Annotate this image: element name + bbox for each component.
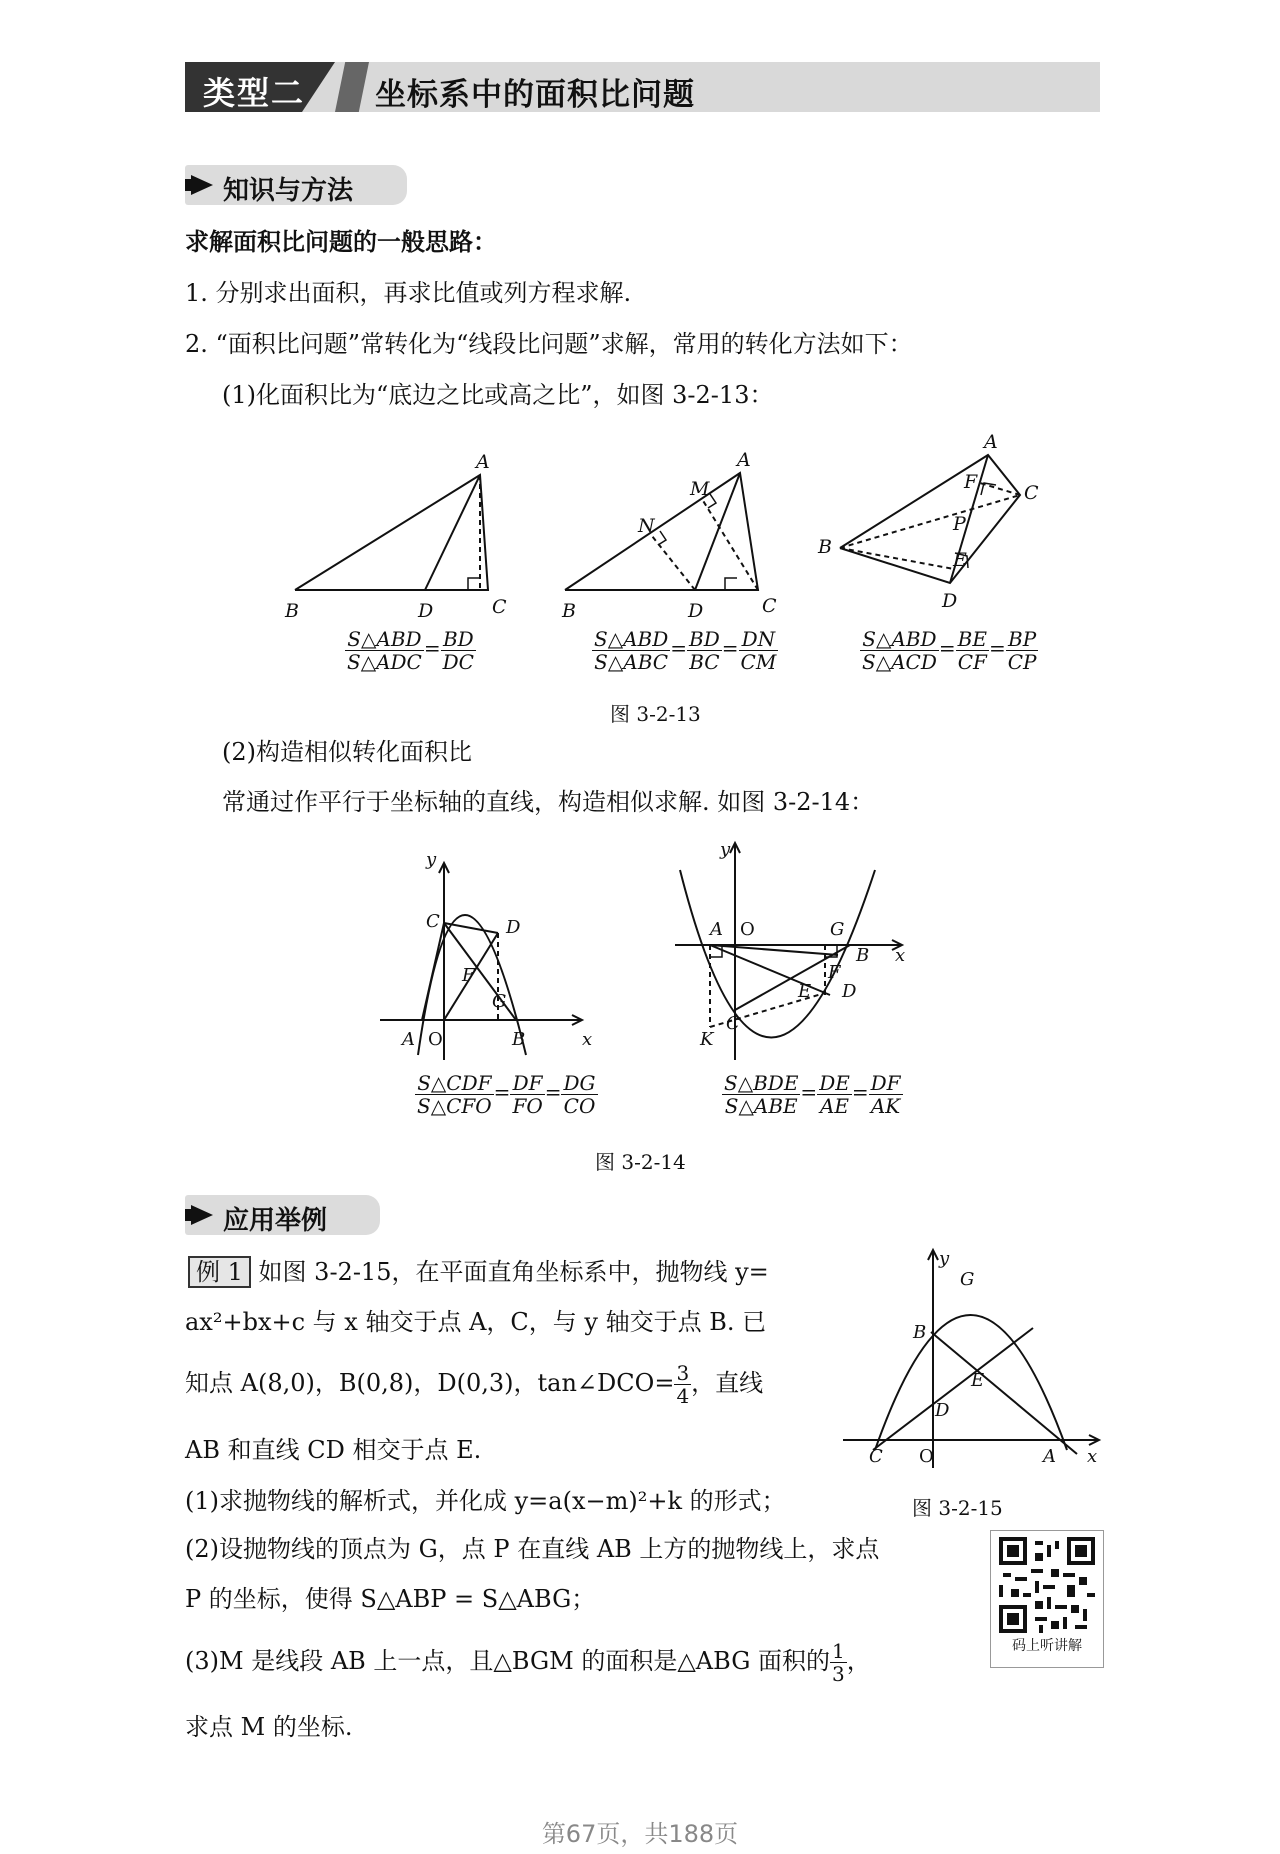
svg-text:A: A <box>737 449 751 471</box>
svg-text:F: F <box>828 962 841 983</box>
example-line-3: 知点 A(8,0)，B(0,8)，D(0,3)，tan∠DCO= $\frac{3}{4}$ ，直线 <box>185 1361 764 1408</box>
svg-text:O: O <box>919 1446 934 1467</box>
svg-text:D: D <box>506 917 521 938</box>
svg-text:E: E <box>953 549 967 571</box>
application-section-tag <box>185 1195 380 1235</box>
method-item-2: 2. “面积比问题”常转化为“线段比问题”求解，常用的转化方法如下： <box>185 330 913 358</box>
svg-text:y: y <box>939 1248 950 1269</box>
figure-caption-3-2-14: 图 3-2-14 <box>595 1150 686 1174</box>
svg-text:B: B <box>562 600 576 622</box>
svg-text:B: B <box>913 1322 927 1343</box>
svg-text:F: F <box>964 471 978 493</box>
svg-text:C: C <box>426 911 440 932</box>
svg-text:x: x <box>1087 1446 1098 1467</box>
example-line-4: AB 和直线 CD 相交于点 E. <box>185 1436 482 1464</box>
label: A <box>476 451 490 473</box>
example-line-2: ax²+bx+c 与 x 轴交于点 A，C，与 y 轴交于点 B. 已 <box>185 1308 767 1336</box>
svg-text:D: D <box>842 981 857 1002</box>
svg-text:E: E <box>971 1370 985 1391</box>
intro-text: 求解面积比问题的一般思路： <box>185 228 497 256</box>
svg-text:P: P <box>953 513 966 535</box>
svg-text:D: D <box>688 600 704 622</box>
figure-3-2-14 <box>370 835 930 1065</box>
svg-text:B: B <box>512 1029 526 1050</box>
knowledge-section-tag <box>185 165 407 205</box>
section-banner <box>185 62 1100 112</box>
svg-text:D: D <box>935 1400 950 1421</box>
svg-text:G: G <box>492 991 507 1012</box>
formula-13-2: $\frac{\text{S△ABD}}{\text{S△ABC}}$ = $\frac{BD}{BC}$ = $\frac{DN}{CM}$ <box>594 627 777 674</box>
svg-text:B: B <box>856 945 870 966</box>
svg-text:D: D <box>418 600 434 622</box>
formula-14-1: $\frac{\text{S△CDF}}{\text{S△CFO}}$ = $\frac{DF}{FO}$ = $\frac{DG}{CO}$ <box>417 1071 596 1118</box>
method-sub-2: (2)构造相似转化面积比 <box>222 738 472 766</box>
svg-text:B: B <box>818 536 832 558</box>
svg-text:A: A <box>710 919 723 940</box>
svg-text:K: K <box>700 1029 714 1050</box>
svg-text:x: x <box>582 1029 593 1050</box>
svg-text:E: E <box>798 981 812 1002</box>
example-label: 例 1 <box>188 1256 251 1288</box>
svg-text:D: D <box>942 590 958 612</box>
page-indicator: 第67页，共188页 <box>541 1820 739 1848</box>
method-sub-2-text: 常通过作平行于坐标轴的直线，构造相似求解. 如图 3-2-14： <box>222 788 875 816</box>
svg-text:C: C <box>726 1013 740 1034</box>
svg-text:y: y <box>720 839 731 860</box>
svg-text:C: C <box>1024 482 1039 504</box>
figure-caption-3-2-15: 图 3-2-15 <box>912 1496 1003 1520</box>
qr-label: 码上听讲解 <box>1012 1638 1082 1654</box>
formula-13-1: $\frac{\text{S△ABD}}{\text{S△ADC}}$ = $\frac{BD}{DC}$ <box>347 627 474 674</box>
question-3a: (3)M 是线段 AB 上一点，且△BGM 的面积是△ABG 面积的 $\frac{1}{3}$ ， <box>185 1639 871 1686</box>
svg-text:O: O <box>428 1029 443 1050</box>
formula-14-2: $\frac{\text{S△BDE}}{\text{S△ABE}}$ = $\frac{DE}{AE}$ = $\frac{DF}{AK}$ <box>724 1071 901 1118</box>
svg-text:x: x <box>895 945 906 966</box>
svg-text:C: C <box>762 595 777 617</box>
knowledge-section-title: 知识与方法 <box>223 176 354 206</box>
question-2b: P 的坐标，使得 S△ABP = S△ABG； <box>185 1585 596 1613</box>
svg-text:A: A <box>402 1029 415 1050</box>
svg-text:C: C <box>492 596 507 618</box>
svg-text:N: N <box>638 515 655 537</box>
figure-caption-3-2-13: 图 3-2-13 <box>610 702 701 726</box>
svg-text:B: B <box>285 600 299 622</box>
svg-text:F: F <box>462 965 475 986</box>
svg-text:C: C <box>869 1446 883 1467</box>
figure-3-2-15 <box>835 1240 1105 1470</box>
svg-text:y: y <box>426 849 437 870</box>
example-line-1: 例 1 如图 3-2-15，在平面直角坐标系中，抛物线 y= <box>188 1255 769 1289</box>
svg-text:M: M <box>690 478 710 500</box>
svg-text:A: A <box>984 431 998 453</box>
qr-code-icon <box>999 1537 1095 1633</box>
application-section-title: 应用举例 <box>223 1206 328 1236</box>
question-3c: 求点 M 的坐标. <box>185 1713 353 1741</box>
method-sub-1: (1)化面积比为“底边之比或高之比”，如图 3-2-13： <box>222 381 774 409</box>
svg-text:G: G <box>960 1269 975 1290</box>
svg-text:O: O <box>740 919 755 940</box>
formula-13-3: $\frac{\text{S△ABD}}{\text{S△ACD}}$ = $\frac{BE}{CF}$ = $\frac{BP}{CP}$ <box>862 627 1037 674</box>
svg-text:G: G <box>830 919 845 940</box>
method-item-1: 1. 分别求出面积，再求比值或列方程求解. <box>185 279 632 307</box>
question-2a: (2)设抛物线的顶点为 G，点 P 在直线 AB 上方的抛物线上，求点 <box>185 1535 880 1563</box>
qr-code[interactable] <box>990 1530 1104 1668</box>
section-title: 坐标系中的面积比问题 <box>375 77 695 113</box>
type-label: 类型二 <box>203 74 306 112</box>
question-1: (1)求抛物线的解析式，并化成 y=a(x−m)²+k 的形式； <box>185 1487 786 1515</box>
svg-text:A: A <box>1043 1446 1056 1467</box>
